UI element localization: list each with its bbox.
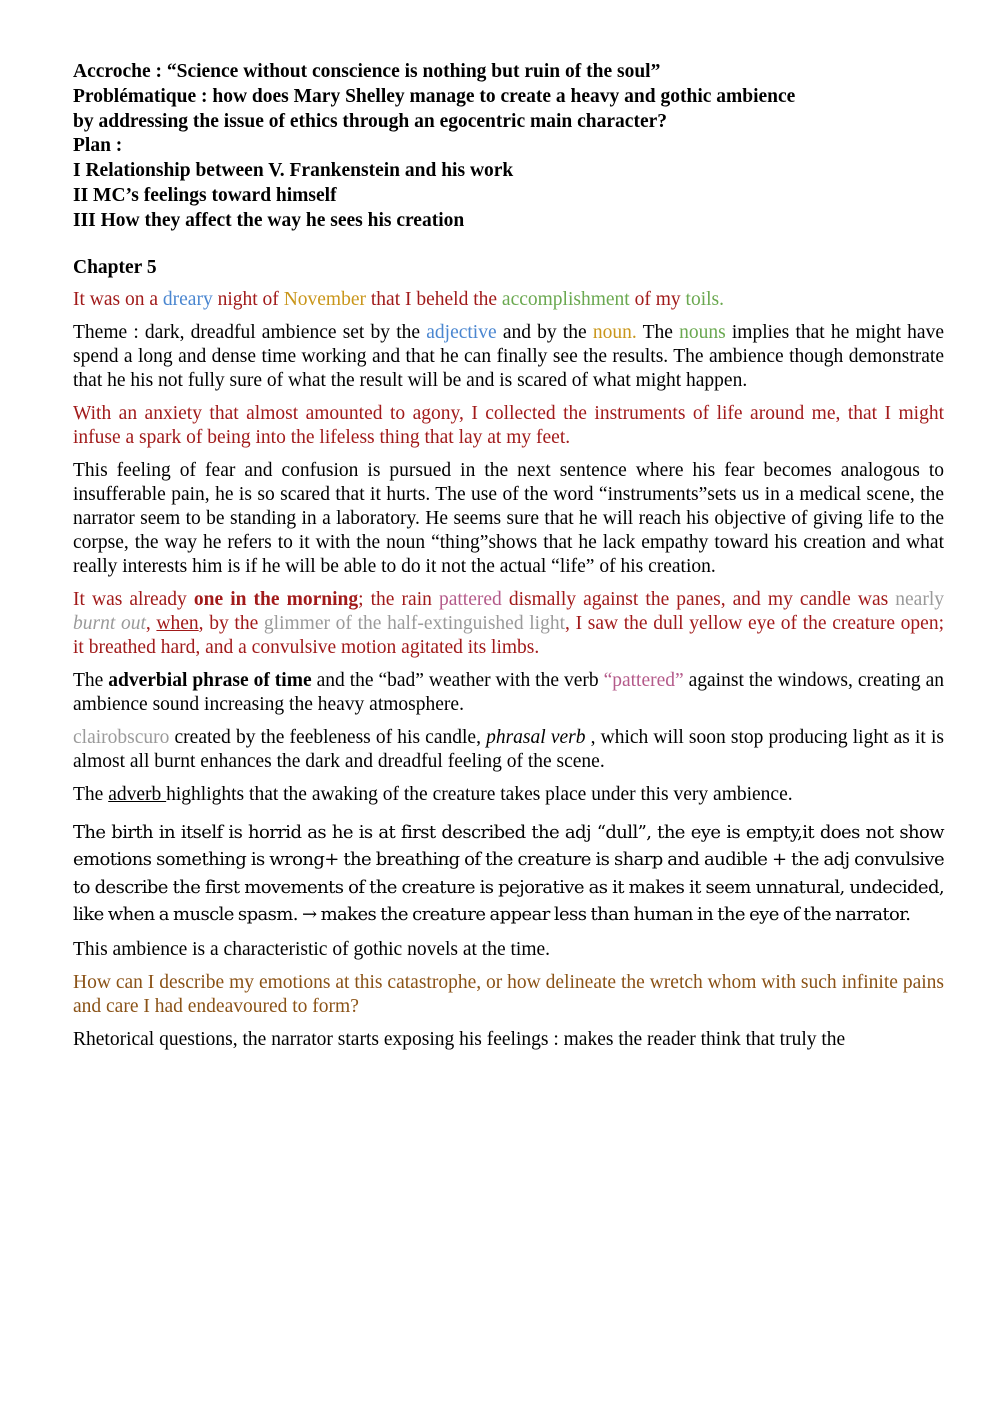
highlight-noun: noun. [592,321,637,343]
highlight-time-phrase: adverbial phrase of time [108,669,312,691]
plan-item-1: I Relationship between V. Frankenstein and his work [73,160,514,182]
analysis-6: The birth in itself is horrid as he is at first described the adj “dull”, the eye is empty,it does not show emotions something is wrong+ the breathing of the creature is sharp and audible + the adj convulsive to describe the first movements of the creature is pejorative as it makes it seem unnatural, undecided, like when a muscle spasm. → makes the creature appear less than human in the eye of the narrator. [73,821,944,926]
document-page [73,60,944,1052]
highlight-phrasal-verb: burnt out [73,612,146,634]
problematique-line-2: by addressing the issue of ethics through an egocentric main character? [73,110,667,132]
highlight-phrasal-verb: phrasal verb [486,726,586,748]
analysis-text: implies that he might have spend a long and dense time working and that he can finally see the results. The ambience though demonstrate that he his not fully sure of what the result will be and is scared of what might happen. [73,321,944,391]
quote-text: It was already [73,588,194,610]
highlight-nouns: toils. [685,288,724,310]
quote-text: night of [212,288,284,310]
quote-text: dismally against the panes, and my candle was [501,588,896,610]
analysis-7: This ambience is a characteristic of gothic novels at the time. [73,938,551,960]
analysis-text: The [73,783,109,805]
quote-4: How can I describe my emotions at this catastrophe, or how delineate the wretch whom with such infinite pains and care I had endeavoured to form? [73,971,944,1017]
analysis-8: Rhetorical questions, the narrator starts exposing his feelings : makes the reader think that truly the [73,1028,846,1050]
quote-text: , I saw the dull yellow eye of the creature open; it breathed hard, and a convulsive motion agitated its limbs. [73,612,944,658]
highlight-verb: “pattered” [603,669,684,691]
analysis-text: and by the [496,321,593,343]
quote-1 [73,288,944,312]
highlight-adverb: when [156,612,199,634]
quote-text: , [145,612,157,634]
highlight-verb: pattered [438,588,502,610]
intro-header [73,60,944,234]
quote-text: ; the rain [358,588,439,610]
highlight-adjective: dreary [162,288,213,310]
analysis-4 [73,726,944,774]
highlight-adverb: adverb [108,783,167,805]
analysis-2: This feeling of fear and confusion is pursued in the next sentence where his fear becomes analogous to insufferable pain, he is so scared that it hurts. The use of the word “instruments”sets us in a medical scene, the narrator seem to be standing in a laboratory. He seems sure that he will reach his objective of giving life to the corpse, the way he refers to it with the noun “thing”shows that he lack empathy toward his creation and what really interests him is if he will be able to do it not the actual “life” of his creation. [73,459,944,577]
analysis-3 [73,669,944,717]
highlight-nouns: accomplishment [501,288,630,310]
analysis-5 [73,783,944,807]
quote-text: of my [629,288,686,310]
chapter-title: Chapter 5 [73,256,157,278]
quote-text: that I beheld the [366,288,502,310]
quote-2: With an anxiety that almost amounted to agony, I collected the instruments of life around me, that I might infuse a spark of being into the lifeless thing that lay at my feet. [73,402,944,448]
highlight-light: clairobscuro [73,726,170,748]
quote-text: , by the [198,612,264,634]
plan-label: Plan : [73,135,123,157]
analysis-text: The [73,669,109,691]
highlight-light: glimmer of the half-extinguished light [263,612,566,634]
analysis-text: created by the feebleness of his candle, [169,726,487,748]
quote-text: It was on a [73,288,163,310]
highlight-nouns: nouns [679,321,726,343]
analysis-1 [73,321,944,393]
analysis-text: The [636,321,680,343]
analysis-text: against the windows, creating an ambience sound increasing the heavy atmosphere. [73,669,944,715]
quote-3 [73,588,944,660]
highlight-noun: November [283,288,366,310]
highlight-time-phrase: one in the morning [193,588,359,610]
plan-item-3: III How they affect the way he sees his creation [73,209,465,231]
problematique-line-1: Problématique : how does Mary Shelley manage to create a heavy and gothic ambience [73,85,796,107]
analysis-text: and the “bad” weather with the verb [311,669,604,691]
highlight-adjective: adjective [426,321,497,343]
analysis-text: Theme : dark, dreadful ambience set by the [73,321,427,343]
highlight-light: nearly [895,588,945,610]
analysis-text: , which will soon stop producing light as it is almost all burnt enhances the dark and dreadful feeling of the scene. [73,726,944,772]
analysis-text: highlights that the awaking of the creature takes place under this very ambience. [166,783,793,805]
accroche: Accroche : “Science without conscience is nothing but ruin of the soul” [73,61,661,82]
plan-item-2: II MC’s feelings toward himself [73,184,337,206]
